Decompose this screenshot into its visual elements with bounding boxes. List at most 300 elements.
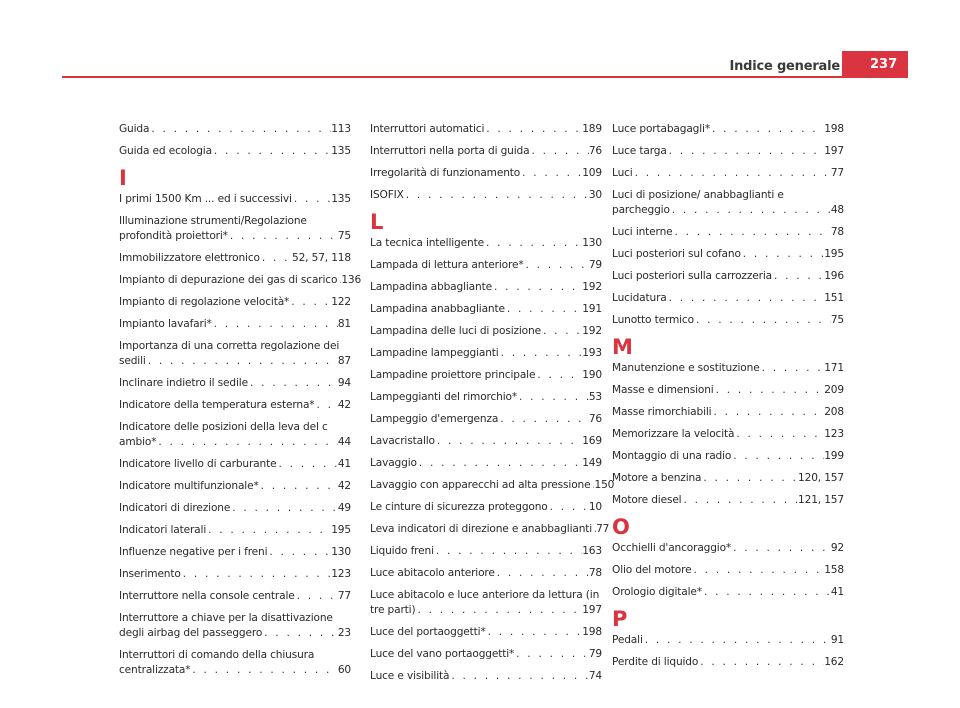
entry-text: Inserimento [119,568,181,580]
entry-last-line [612,541,844,556]
index-column-2 [370,122,615,691]
entry-text: Luce targa [612,145,667,157]
entry-text: Luci posteriori sul cofano [612,248,741,260]
entry-page-ref: 44 [337,436,351,448]
entry-page-ref: 189 [582,123,602,135]
index-entry [370,166,602,181]
entry-last-line [119,192,351,207]
index-entry [370,588,602,618]
dot-leader [772,269,824,284]
entry-text: Indicatore multifunzionale* [119,480,259,492]
dot-leader [434,544,582,559]
index-entry [612,449,844,464]
entry-text: Montaggio di una radio [612,450,732,462]
entry-last-line [119,479,351,494]
entry-text: Luce abitacolo anteriore [370,567,495,579]
entry-page-ref: 208 [824,406,844,418]
entry-text: Manutenzione e sostituzione [612,362,760,374]
index-entry [119,398,351,413]
entry-page-ref: 75 [830,314,844,326]
entry-page-ref: 130 [331,546,351,558]
dot-leader [691,563,824,578]
dot-leader [541,324,582,339]
index-entry [612,291,844,306]
entry-text: Luce portabagagli* [612,123,710,135]
dot-leader [289,295,331,310]
entry-text: Indicatore livello di carburante [119,458,277,470]
entry-last-line [612,225,844,240]
index-entry [612,166,844,181]
entry-last-line [612,633,844,648]
entry-page-ref: 190 [582,369,602,381]
section-letter: O [612,515,630,539]
entry-last-line [612,493,844,508]
index-entry [119,648,351,678]
index-entry [119,420,351,450]
dot-leader [292,192,331,207]
entry-page-ref: 193 [582,347,602,359]
entry-text: Lavacristallo [370,435,435,447]
entry-last-line [119,567,351,582]
entry-text: Liquido freni [370,545,434,557]
entry-last-line [119,589,351,604]
index-entry [370,500,602,515]
entry-last-line [119,376,351,391]
entry-text: Guida [119,123,150,135]
dot-leader [694,313,831,328]
index-entry [612,541,844,556]
entry-text: Lampeggio d'emergenza [370,413,499,425]
dot-leader [486,625,583,640]
entry-text: Impianto di depurazione dei gas di scarico [119,274,338,286]
entry-text: Luci [612,167,633,179]
entry-last-line [612,471,844,486]
dot-leader [276,457,337,472]
index-entry [119,192,351,207]
index-entry [119,317,351,332]
index-entry [612,493,844,508]
entry-text: Interruttore a chiave per la disattivazione [119,612,333,624]
entry-last-line [612,427,844,442]
entry-page-ref: 79 [588,648,602,660]
entry-text: Pedali [612,634,643,646]
index-entry [119,376,351,391]
entry-page-ref: 122 [331,296,351,308]
entry-text: Lampadina delle luci di posizione [370,325,541,337]
entry-page-ref: 76 [588,413,602,425]
entry-last-line [612,144,844,159]
entry-page-ref: 135 [331,145,351,157]
entry-text: Lampadina abbagliante [370,281,492,293]
entry-page-ref: 149 [582,457,602,469]
entry-page-ref: 169 [582,435,602,447]
index-entry [370,478,615,493]
index-entry [612,361,844,376]
entry-text: Inclinare indietro il sedile [119,377,248,389]
index-entry [119,523,351,538]
entry-text: Illuminazione strumenti/Regolazione [119,215,307,227]
dot-leader [535,368,582,383]
entry-page-ref: 41 [830,586,844,598]
entry-page-ref: 171 [824,362,844,374]
dot-leader [314,398,337,413]
entry-page-ref: 60 [337,664,351,676]
entry-page-ref: 49 [337,502,351,514]
section-letter: P [612,607,628,631]
index-entry [370,544,602,559]
entry-last-line [370,368,602,383]
page-number-badge [842,51,908,78]
entry-text: sedili [119,355,146,367]
index-entry [119,144,351,159]
index-entry [612,563,844,578]
entry-text: tre parti) [370,604,416,616]
entry-page-ref: 81 [337,318,351,330]
dot-leader [548,500,589,515]
entry-last-line [119,144,351,159]
entry-last-line [612,203,844,218]
dot-leader [741,247,824,262]
index-entry [119,457,351,472]
entry-text: I primi 1500 Km ... ed i successivi [119,193,292,205]
entry-last-line [612,383,844,398]
entry-last-line [119,398,351,413]
dot-leader [404,188,589,203]
entry-text: Irregolarità di funzionamento [370,167,521,179]
entry-last-line [119,663,351,678]
dot-leader [259,479,338,494]
index-entry [370,434,602,449]
entry-last-line [370,522,610,537]
entry-page-ref: 197 [582,604,602,616]
entry-page-ref: 91 [830,634,844,646]
entry-last-line [370,166,602,181]
entry-text: Lunotto termico [612,314,694,326]
entry-last-line [119,435,351,450]
index-entry [370,188,602,203]
entry-text: Le cinture di sicurezza proteggono [370,501,548,513]
entry-last-line [370,188,602,203]
entry-page-ref: 41 [337,458,351,470]
entry-text: ambio* [119,436,157,448]
entry-text: Luce e visibilità [370,670,450,682]
entry-last-line [370,603,602,618]
entry-text: ISOFIX [370,189,404,201]
entry-text: Lampadina anabbagliante [370,303,505,315]
entry-last-line [370,302,602,317]
index-entry [370,368,602,383]
entry-last-line [119,457,351,472]
dot-leader [498,412,589,427]
dot-leader [667,291,825,306]
entry-page-ref: 79 [588,259,602,271]
entry-page-ref: 74 [588,670,602,682]
index-entry [370,144,602,159]
dot-leader [449,669,588,684]
entry-page-ref: 53 [588,391,602,403]
entry-last-line [370,500,602,515]
index-entry [370,647,602,662]
dot-leader [673,225,831,240]
dot-leader [267,545,331,560]
index-column-3 [612,122,844,677]
index-entry [612,405,844,420]
entry-last-line [612,122,844,137]
entry-page-ref: 77 [830,167,844,179]
dot-leader [760,361,825,376]
entry-last-line [370,478,615,493]
page-number: 237 [870,57,898,72]
section-letter: L [370,210,384,234]
entry-page-ref: 191 [582,303,602,315]
entry-last-line [612,291,844,306]
dot-leader [260,251,292,266]
entry-text: Masse rimorchiabili [612,406,712,418]
dot-leader [156,435,337,450]
index-entry [370,122,602,137]
entry-text: parcheggio [612,204,670,216]
entry-page-ref: 209 [824,384,844,396]
entry-text: Lucidatura [612,292,667,304]
entry-last-line [370,280,602,295]
section-letter: M [612,335,633,359]
entry-last-line [119,523,351,538]
dot-leader [149,122,331,137]
index-entry [612,144,844,159]
entry-last-line [370,346,602,361]
entry-page-ref: 195 [331,524,351,536]
index-entry [370,412,602,427]
index-entry [612,122,844,137]
dot-leader [415,603,582,618]
entry-text: Occhielli d'ancoraggio* [612,542,732,554]
index-entry [612,225,844,240]
index-entry [612,585,844,600]
entry-last-line [119,317,351,332]
entry-last-line [612,405,844,420]
entry-page-ref: 192 [582,281,602,293]
entry-page-ref: 136 [341,274,362,286]
entry-last-line [612,361,844,376]
entry-text: Interruttori di comando della chiusura [119,649,315,661]
entry-text: Immobilizzatore elettronico [119,252,260,264]
header-rule [62,76,908,78]
index-entry [612,427,844,442]
index-entry [370,280,602,295]
entry-text: Luci di posizione/ anabbaglianti e [612,189,784,201]
dot-leader [212,144,331,159]
entry-page-ref: 123 [824,428,844,440]
entry-last-line [370,544,602,559]
entry-last-line [119,251,351,266]
entry-page-ref: 158 [824,564,844,576]
entry-page-ref: 23 [337,627,351,639]
dot-leader [230,501,338,516]
entry-text: Lampadine proiettore principale [370,369,536,381]
index-entry [119,611,351,641]
entry-page-ref: 121, 157 [798,494,844,506]
dot-leader [435,434,582,449]
entry-last-line [370,390,602,405]
entry-page-ref: 135 [331,193,351,205]
entry-text: Lavaggio [370,457,417,469]
entry-page-ref: 123 [331,568,351,580]
entry-text: Luce abitacolo e luce anteriore da lettura (in [370,589,600,601]
dot-leader [499,346,583,361]
entry-page-ref: 196 [824,270,844,282]
dot-leader [681,493,798,508]
index-entry [370,669,602,684]
entry-page-ref: 199 [824,450,844,462]
entry-text: Influenze negative per i freni [119,546,268,558]
dot-leader [484,236,582,251]
entry-text: Interruttori nella porta di guida [370,145,530,157]
entry-text: Lavaggio con apparecchi ad alta pressione [370,479,591,491]
entry-text: Luce del vano portaoggetti* [370,648,515,660]
entry-text: Masse e dimensioni [612,384,714,396]
dot-leader [417,456,582,471]
entry-text: Indicatori di direzione [119,502,231,514]
dot-leader [505,302,582,317]
dot-leader [524,258,589,273]
entry-text: Motore diesel [612,494,682,506]
entry-text: Indicatore delle posizioni della leva del c [119,421,328,433]
entry-page-ref: 163 [582,545,602,557]
dot-leader [698,655,824,670]
entry-last-line [119,501,351,516]
entry-last-line [612,563,844,578]
dot-leader [529,144,588,159]
entry-last-line [612,585,844,600]
entry-page-ref: 162 [824,656,844,668]
dot-leader [633,166,831,181]
entry-text: Memorizzare la velocità [612,428,735,440]
entry-last-line [370,122,602,137]
entry-page-ref: 198 [824,123,844,135]
entry-last-line [370,236,602,251]
entry-last-line [370,412,602,427]
entry-text: profondità proiettori* [119,230,228,242]
entry-text: centralizzata* [119,664,191,676]
index-entry [612,313,844,328]
dot-leader [710,122,824,137]
index-entry [119,589,351,604]
index-entry [612,471,844,486]
entry-last-line [370,144,602,159]
entry-text: Luce del portaoggetti* [370,626,486,638]
entry-last-line [119,545,351,560]
entry-page-ref: 150 [594,479,615,491]
dot-leader [248,376,338,391]
entry-last-line [119,122,351,137]
index-entry [370,522,610,537]
dot-leader [702,585,831,600]
entry-page-ref: 192 [582,325,602,337]
entry-page-ref: 151 [824,292,844,304]
entry-page-ref: 113 [331,123,351,135]
index-entry [370,566,602,581]
entry-last-line [370,434,602,449]
index-entry [119,545,351,560]
entry-page-ref: 130 [582,237,602,249]
entry-last-line [370,625,602,640]
entry-text: Olio del motore [612,564,692,576]
entry-last-line [612,655,844,670]
index-entry [119,567,351,582]
entry-last-line [612,247,844,262]
index-entry [612,188,844,218]
entry-page-ref: 92 [830,542,844,554]
entry-page-ref: 197 [824,145,844,157]
entry-page-ref: 77 [596,523,610,535]
entry-page-ref: 48 [830,204,844,216]
entry-page-ref: 195 [824,248,844,260]
dot-leader [228,229,338,244]
index-entry [370,324,602,339]
dot-leader [714,383,825,398]
index-entry [612,655,844,670]
entry-text: Guida ed ecologia [119,145,212,157]
entry-last-line [370,647,602,662]
dot-leader [517,390,589,405]
entry-page-ref: 77 [337,590,351,602]
dot-leader [731,541,831,556]
entry-last-line [119,273,362,288]
dot-leader [181,567,332,582]
index-entry [370,346,602,361]
entry-last-line [612,449,844,464]
entry-text: Lampadine lampeggianti [370,347,499,359]
dot-leader [731,449,824,464]
dot-leader [212,317,338,332]
entry-last-line [370,566,602,581]
entry-last-line [370,456,602,471]
entry-last-line [119,229,351,244]
entry-last-line [612,313,844,328]
index-entry [119,339,351,369]
index-entry [119,479,351,494]
index-entry [370,456,602,471]
dot-leader [206,523,331,538]
entry-last-line [370,324,602,339]
index-entry [119,122,351,137]
index-entry [119,214,351,244]
index-entry [119,273,362,288]
index-entry [370,236,602,251]
entry-text: Perdite di liquido [612,656,699,668]
index-entry [612,383,844,398]
dot-leader [262,626,338,641]
dot-leader [514,647,589,662]
index-entry [119,501,351,516]
entry-text: La tecnica intelligente [370,237,484,249]
entry-page-ref: 198 [582,626,602,638]
entry-text: Interruttori automatici [370,123,485,135]
entry-text: Impianto di regolazione velocità* [119,296,290,308]
dot-leader [734,427,824,442]
entry-page-ref: 78 [830,226,844,238]
dot-leader [295,589,338,604]
entry-text: Motore a benzina [612,472,702,484]
index-entry [370,625,602,640]
dot-leader [711,405,824,420]
index-entry [612,269,844,284]
dot-leader [484,122,582,137]
entry-page-ref: 109 [582,167,602,179]
index-entry [119,295,351,310]
dot-leader [492,280,582,295]
index-entry [119,251,351,266]
